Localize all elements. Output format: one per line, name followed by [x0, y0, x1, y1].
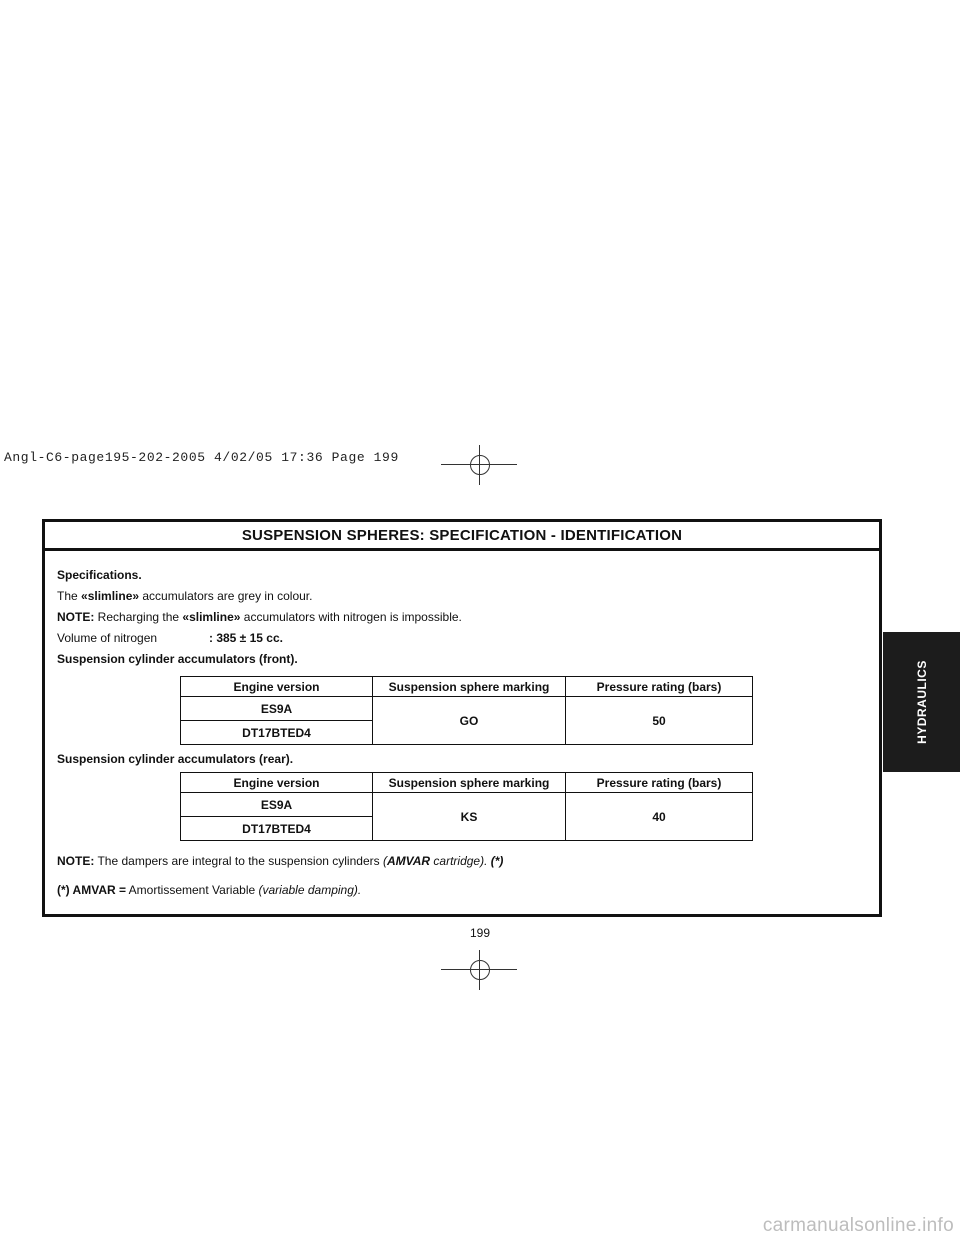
watermark: carmanualsonline.info [762, 1215, 954, 1236]
front-accumulators-heading: Suspension cylinder accumulators (front). [57, 652, 298, 666]
amvar-label: (*) AMVAR = [57, 883, 126, 897]
text: accumulators with nitrogen is impossible. [240, 610, 462, 624]
pressure-cell: 40 [566, 793, 753, 841]
slimline-colour-line [57, 586, 879, 607]
volume-value: : 385 ± 15 cc. [209, 631, 283, 645]
nitrogen-volume-line [57, 628, 879, 649]
engine-cell: ES9A [181, 793, 373, 817]
page-number: 199 [469, 926, 491, 940]
rear-accumulators-heading: Suspension cylinder accumulators (rear). [57, 752, 294, 766]
crop-mark-bottom [441, 950, 517, 990]
note-label: NOTE: [57, 610, 95, 624]
header-sphere-marking: Suspension sphere marking [373, 773, 566, 793]
recharge-note [57, 607, 879, 628]
text: accumulators are grey in colour. [139, 589, 313, 603]
header-sphere-marking: Suspension sphere marking [373, 677, 566, 697]
text: cartridge). [430, 854, 488, 868]
table-row [181, 697, 753, 721]
footnote-marker: (*) [487, 854, 504, 868]
specification-panel [42, 519, 882, 917]
pressure-cell: 50 [566, 697, 753, 745]
text: Recharging the [94, 610, 183, 624]
header-engine-version: Engine version [181, 677, 373, 697]
damper-note [57, 851, 879, 872]
engine-cell: DT17BTED4 [181, 817, 373, 841]
slimline-term: «slimline» [182, 610, 241, 624]
table-header-row [181, 773, 753, 793]
section-tab-label: HYDRAULICS [914, 660, 929, 744]
text: The dampers are integral to the suspension cylinders [94, 854, 383, 868]
crop-mark-top [441, 445, 517, 485]
header-engine-version: Engine version [181, 773, 373, 793]
text: Amortissement Variable [126, 883, 259, 897]
amvar-term: AMVAR [386, 854, 431, 868]
panel-content [45, 551, 879, 901]
text: (variable damping). [258, 883, 362, 897]
text: ( [382, 854, 387, 868]
header-pressure-rating: Pressure rating (bars) [566, 773, 753, 793]
engine-cell: ES9A [181, 697, 373, 721]
amvar-definition [57, 880, 879, 901]
marking-cell: KS [373, 793, 566, 841]
rear-accumulators-table [180, 772, 753, 841]
print-slug-header: Angl-C6-page195-202-2005 4/02/05 17:36 Page 199 [4, 450, 399, 465]
front-accumulators-table [180, 676, 753, 745]
note-label: NOTE: [57, 854, 95, 868]
volume-label: Volume of nitrogen [57, 631, 158, 645]
table-row [181, 793, 753, 817]
panel-title: SUSPENSION SPHERES: SPECIFICATION - IDENTIFICATION [45, 522, 879, 551]
specifications-heading: Specifications. [57, 568, 142, 582]
text: The [57, 589, 82, 603]
section-tab-hydraulics [883, 632, 960, 772]
marking-cell: GO [373, 697, 566, 745]
slimline-term: «slimline» [81, 589, 140, 603]
engine-cell: DT17BTED4 [181, 721, 373, 745]
header-pressure-rating: Pressure rating (bars) [566, 677, 753, 697]
table-header-row [181, 677, 753, 697]
